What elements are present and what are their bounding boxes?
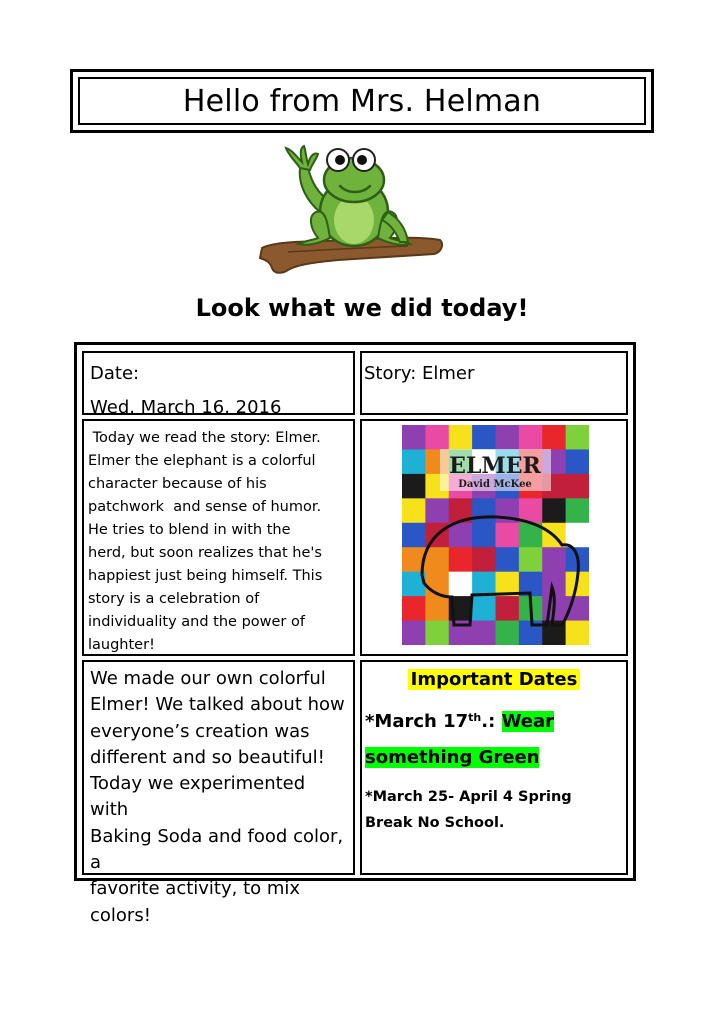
story-line: Today we read the story: Elmer. xyxy=(88,430,321,446)
elmer-cover-image xyxy=(402,425,589,645)
patchwork-square xyxy=(425,621,449,645)
patchwork-square xyxy=(402,425,426,450)
date-item-spring-break xyxy=(365,784,626,836)
activity-line: different and so beautiful! xyxy=(90,746,325,768)
important-dates-title: Important Dates xyxy=(408,669,581,690)
patchwork-square xyxy=(402,621,426,645)
patchwork-square xyxy=(472,621,496,645)
activity-line: favorite activity, to mix xyxy=(90,878,301,900)
patchwork-square xyxy=(566,425,589,450)
page-subtitle: Look what we did today! xyxy=(195,294,529,322)
activity-cell xyxy=(82,660,355,926)
elmer-book-cover xyxy=(402,425,589,645)
activity-line: Elmer! We talked about how xyxy=(90,694,345,716)
patchwork-square xyxy=(425,547,449,572)
spring-break-line: Break No School. xyxy=(365,815,505,831)
date-item-march-17 xyxy=(365,704,626,776)
story-line: story is a celebration of xyxy=(88,591,260,607)
patchwork-square xyxy=(542,498,566,523)
patchwork-square xyxy=(496,425,520,450)
patchwork-square xyxy=(402,596,426,621)
story-line: character because of his xyxy=(88,476,267,492)
book-cover-cell xyxy=(360,419,628,656)
spring-break-line: *March 25- April 4 Spring xyxy=(365,789,572,805)
patchwork-square xyxy=(566,621,589,645)
story-line: happiest just being himself. This xyxy=(88,568,323,584)
patchwork-square xyxy=(449,547,473,572)
story-line: patchwork and sense of humor. xyxy=(88,499,322,515)
patchwork-square xyxy=(519,547,543,572)
story-description-cell xyxy=(82,419,355,656)
patchwork-square xyxy=(449,572,473,597)
story-description xyxy=(84,421,353,657)
cover-title: ELMER xyxy=(449,453,541,479)
story-line: He tries to blend in with the xyxy=(88,522,291,538)
patchwork-square xyxy=(425,498,449,523)
patchwork-square xyxy=(472,425,496,450)
story-line: laughter! xyxy=(88,637,155,653)
patchwork-square xyxy=(402,474,426,499)
patchwork-square xyxy=(496,621,520,645)
patchwork-square xyxy=(472,596,496,621)
patchwork-square xyxy=(402,449,426,474)
important-dates-cell xyxy=(360,660,628,875)
title-box xyxy=(70,69,654,133)
highlight-wear: Wear xyxy=(501,711,555,732)
page-title: Hello from Mrs. Helman xyxy=(182,83,542,119)
story-title: Story: Elmer xyxy=(364,363,475,384)
patchwork-square xyxy=(472,523,496,548)
highlight-something-green: something Green xyxy=(365,747,540,768)
patchwork-square xyxy=(449,425,473,450)
patchwork-square xyxy=(519,425,543,450)
story-line: herd, but soon realizes that he's xyxy=(88,545,322,561)
patchwork-square xyxy=(472,498,496,523)
story-cell xyxy=(360,351,628,415)
story-line: individuality and the power of xyxy=(88,614,305,630)
patchwork-square xyxy=(425,425,449,450)
story-line: Elmer the elephant is a colorful xyxy=(88,453,316,469)
patchwork-square xyxy=(402,498,426,523)
patchwork-square xyxy=(496,523,520,548)
patchwork-square xyxy=(566,474,589,499)
activity-line: Today we experimented with xyxy=(90,773,306,821)
patchwork-square xyxy=(402,523,426,548)
activity-text xyxy=(84,662,353,929)
frog-on-log-illustration xyxy=(258,142,444,276)
patchwork-square xyxy=(542,547,566,572)
patchwork-square xyxy=(472,547,496,572)
activity-line: We made our own colorful xyxy=(90,668,326,689)
patchwork-square xyxy=(566,498,589,523)
activity-line: Baking Soda and food color, a xyxy=(90,825,344,874)
patchwork-square xyxy=(542,425,566,450)
date-item-superscript: th xyxy=(468,711,482,724)
date-label: Date: xyxy=(90,363,140,384)
patchwork-square xyxy=(425,596,449,621)
date-value: Wed. March 16, 2016 xyxy=(90,397,282,418)
activity-line: colors! xyxy=(90,904,151,926)
newsletter-table xyxy=(74,342,636,926)
activity-line: everyone’s creation was xyxy=(90,720,310,742)
date-item-march-17-label: *March 17 xyxy=(365,711,469,732)
patchwork-square xyxy=(449,523,473,548)
title-inner-border xyxy=(78,77,646,125)
patchwork-square xyxy=(496,596,520,621)
cover-author: David McKee xyxy=(458,479,532,490)
date-cell xyxy=(82,351,355,418)
patchwork-square xyxy=(496,547,520,572)
date-item-separator: .: xyxy=(481,711,502,732)
patchwork-square xyxy=(566,449,589,474)
